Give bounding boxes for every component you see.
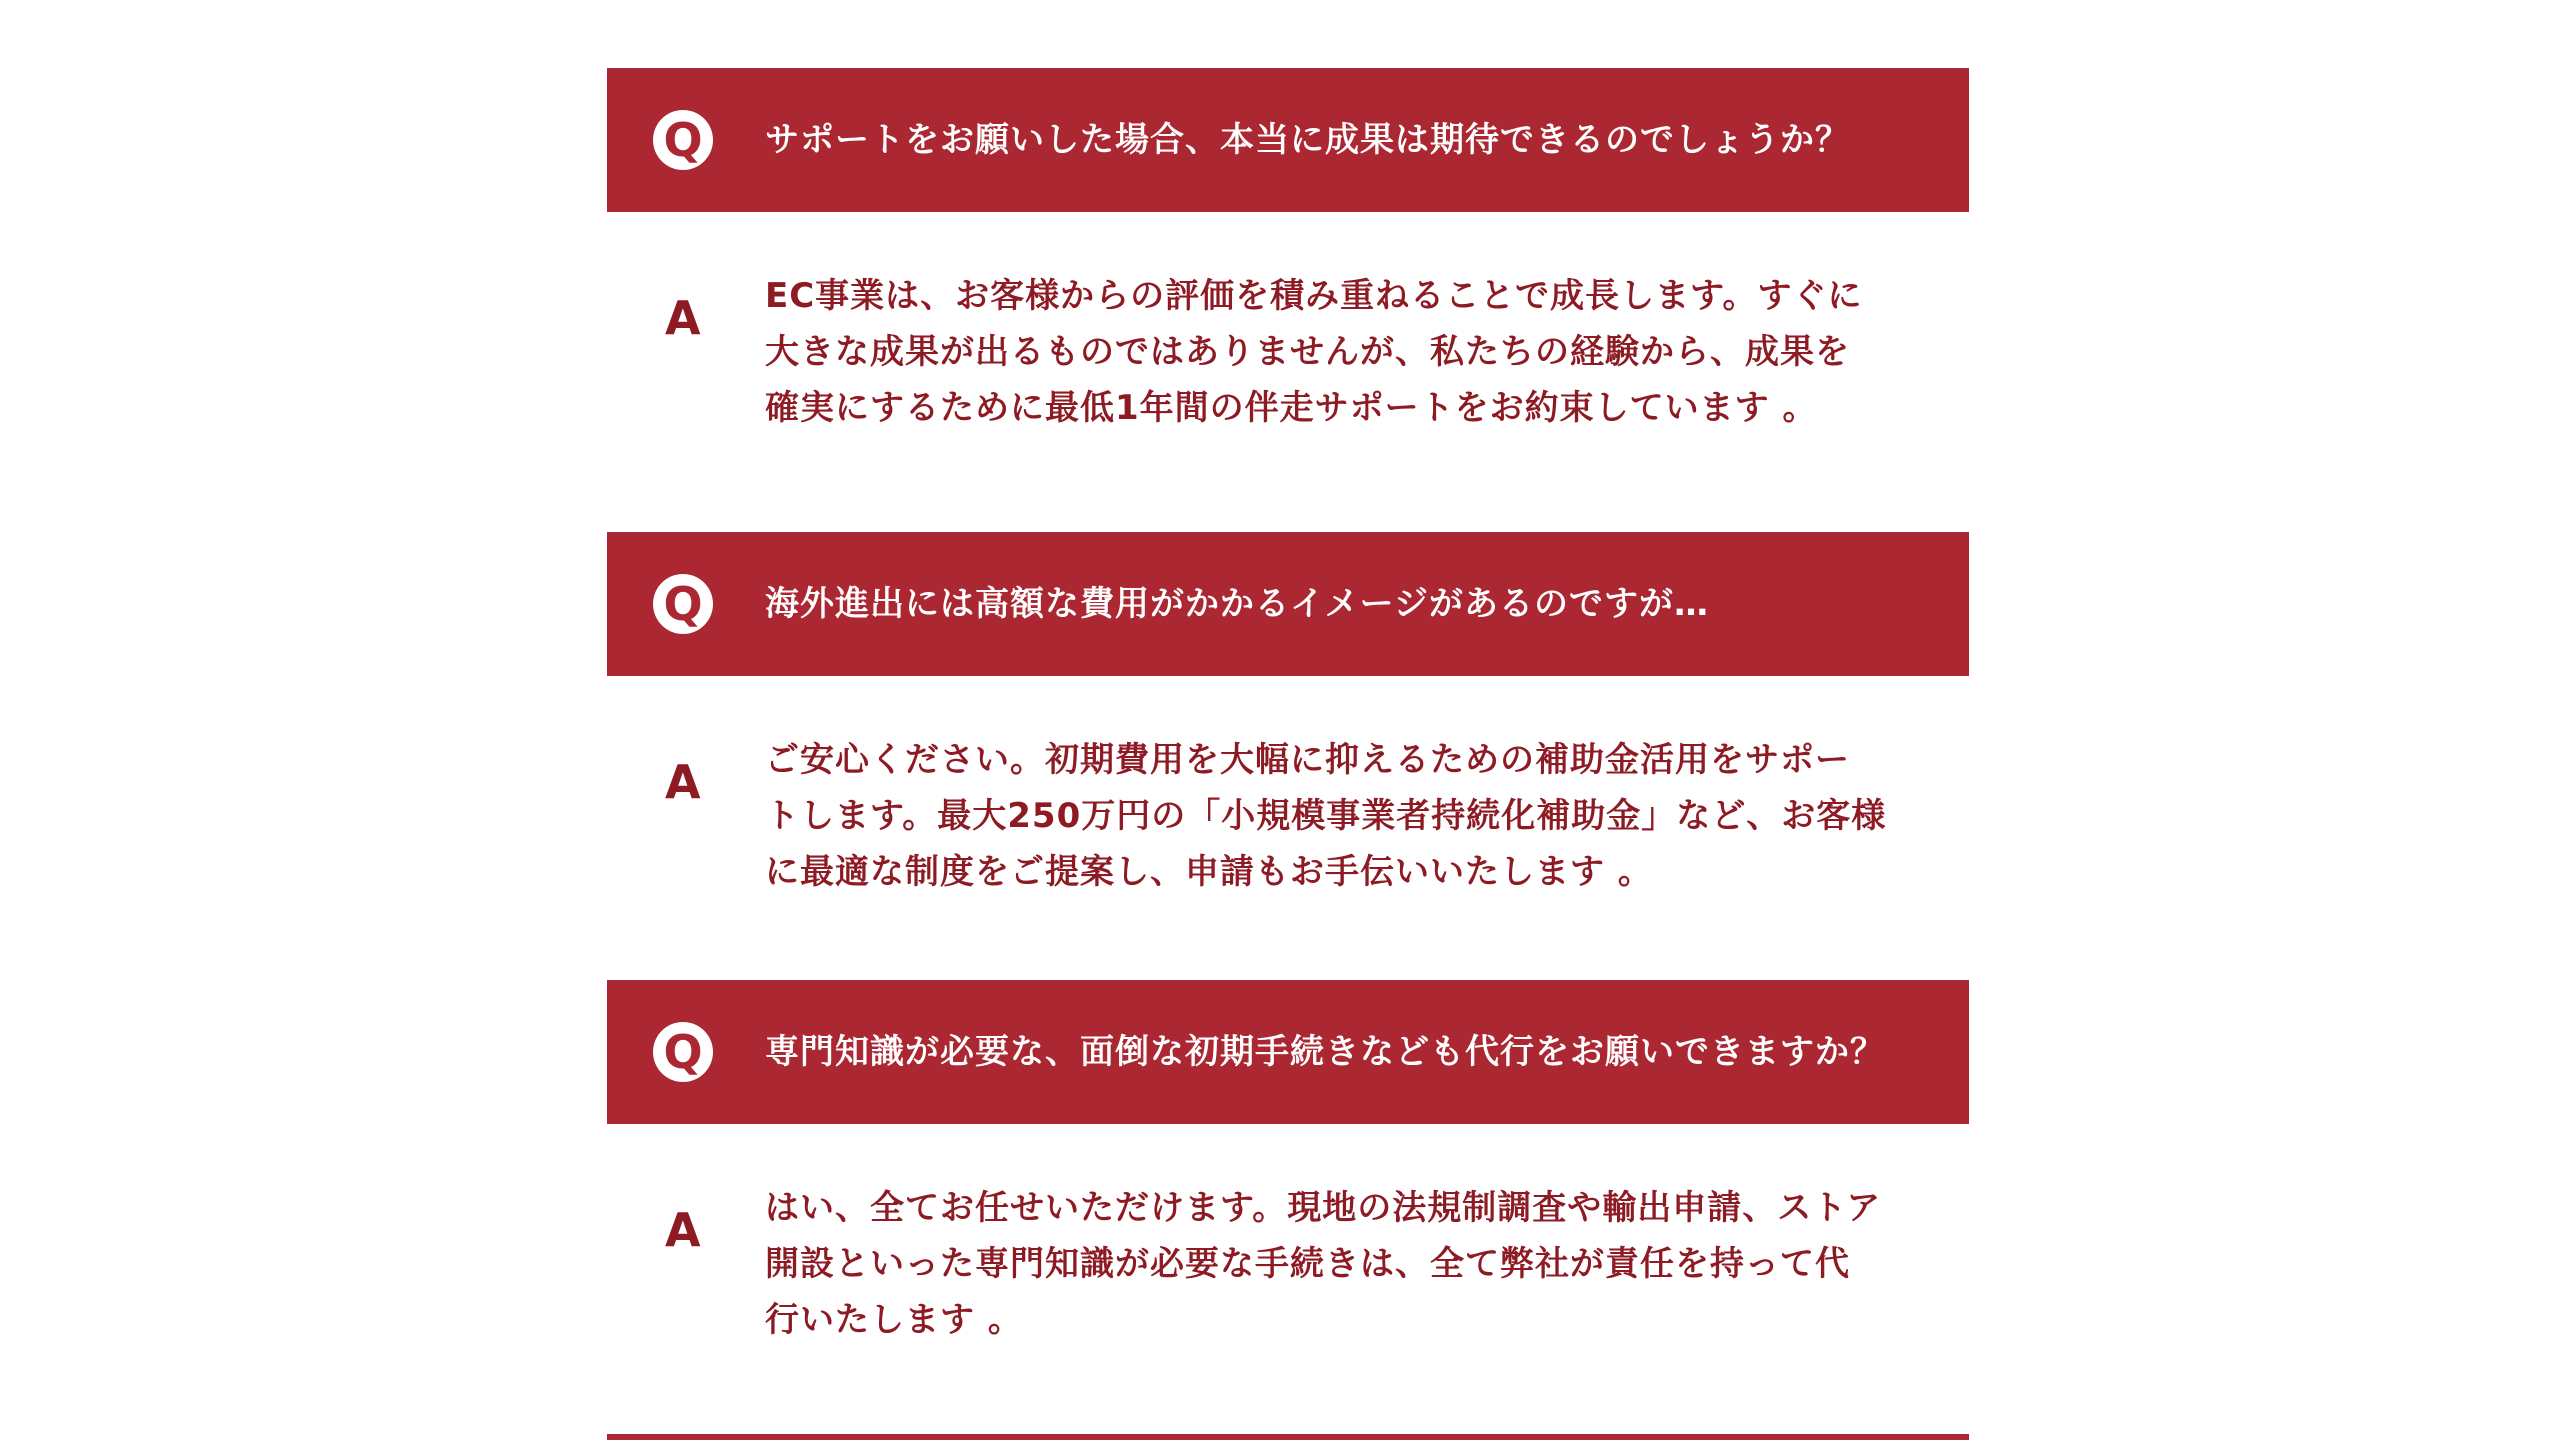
faq-question-bar[interactable] [607, 68, 1969, 212]
answer-line: ご安心ください。初期費用を大幅に抑えるための補助金活用をサポー [765, 740, 1850, 780]
next-question-bar-edge [607, 1434, 1969, 1440]
faq-answer-text [765, 268, 1905, 436]
answer-line: はい、全てお任せいただけます。現地の法規制調査や輸出申請、ストア [765, 1188, 1882, 1228]
faq-answer-text [765, 1180, 1905, 1348]
faq-answer-text [765, 732, 1905, 900]
q-mark-icon: Q [653, 110, 713, 170]
faq-question-text: 海外進出には高額な費用がかかるイメージがあるのですが… [765, 584, 1709, 624]
answer-line: に最適な制度をご提案し、申請もお手伝いいたします 。 [765, 852, 1653, 892]
faq-question-bar[interactable] [607, 532, 1969, 676]
answer-line: 大きな成果が出るものではありませんが、私たちの経験から、成果を [765, 332, 1850, 372]
a-mark-icon: A [665, 1203, 701, 1257]
q-mark-icon: Q [653, 574, 713, 634]
answer-line: 開設といった専門知識が必要な手続きは、全て弊社が責任を持って代 [765, 1244, 1850, 1284]
faq-question-text: 専門知識が必要な、面倒な初期手続きなども代行をお願いできますか？ [765, 1032, 1885, 1072]
faq-question-bar[interactable] [607, 980, 1969, 1124]
answer-line: 確実にするために最低1年間の伴走サポートをお約束しています 。 [765, 388, 1818, 428]
faq-list [607, 0, 1969, 1440]
answer-line: 行いたします 。 [765, 1300, 1023, 1340]
q-mark-icon: Q [653, 1022, 713, 1082]
answer-line: EC事業は、お客様からの評価を積み重ねることで成長します。すぐに [765, 276, 1863, 316]
a-mark-icon: A [665, 291, 701, 345]
answer-line: トします。最大250万円の「小規模事業者持続化補助金」など、お客様 [765, 796, 1887, 836]
faq-question-text: サポートをお願いした場合、本当に成果は期待できるのでしょうか？ [765, 120, 1850, 160]
a-mark-icon: A [665, 755, 701, 809]
